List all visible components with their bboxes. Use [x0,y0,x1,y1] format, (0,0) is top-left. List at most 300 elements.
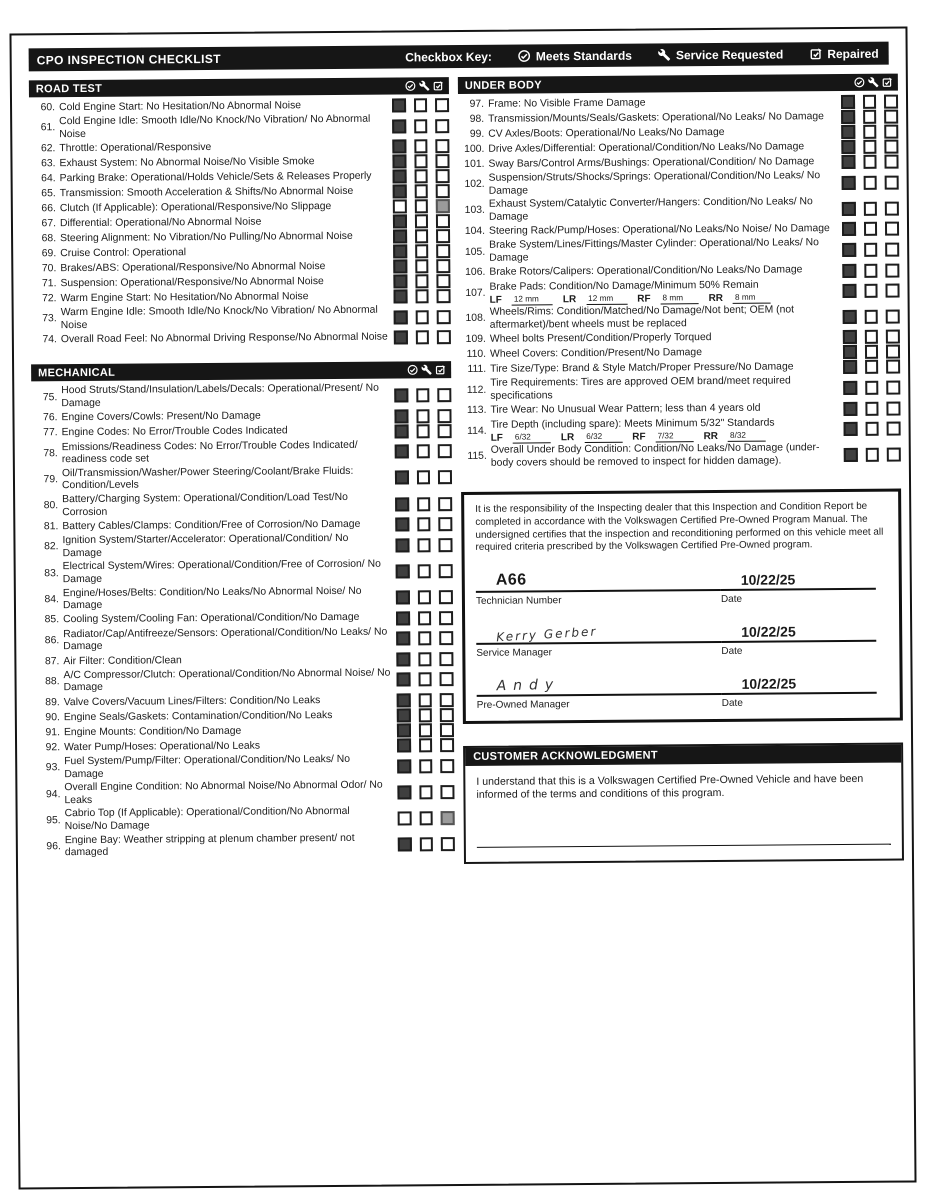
item-number: 93. [45,762,61,774]
checkbox-repaired [887,380,901,394]
check-circle-icon [407,365,418,376]
item-number: 72. [42,293,57,305]
item-number: 63. [41,158,56,170]
checkbox-service-requested [416,424,430,438]
checklist-item [459,196,899,225]
checklist-item [33,558,453,586]
item-number: 111. [467,363,487,376]
item-text: Tire Depth (including spare): Meets Minimum 5/32" Standards [490,417,775,431]
checkbox-repaired [435,119,449,133]
date-value: 10/22/25 [741,675,797,692]
item-checkboxes [398,811,455,825]
item-text: Throttle: Operational/Responsive [59,141,212,155]
checklist-item [35,806,455,834]
item-text: Transmission: Smooth Acceleration & Shifts/No Abnormal Noise [59,185,354,200]
checkbox-service-requested [414,139,428,153]
item-number: 66. [41,203,56,215]
signature-row [476,616,888,658]
item-text: Brakes/ABS: Operational/Responsive/No Abnormal Noise [60,260,326,275]
checklist-item [33,667,453,695]
checkbox-repaired [440,652,454,666]
item-checkboxes [395,517,452,531]
item-number: 96. [46,841,61,853]
item-checkboxes [392,98,449,112]
checkbox-meets-standards [842,263,856,277]
item-checkboxes [842,283,899,297]
item-checkboxes [842,175,899,189]
item-text: Exhaust System/Catalytic Converter/Hangers: Condition/No Leaks/ No Damage [488,196,813,223]
signature-line [476,670,721,697]
checkbox-service-requested [863,202,877,216]
checkbox-meets-standards [395,445,409,459]
checkbox-repaired [437,310,451,324]
checkbox-repaired [885,155,899,169]
item-number: 65. [41,188,56,200]
checkbox-repaired [885,201,899,215]
item-number: 85. [44,614,60,626]
checkbox-repaired [439,538,453,552]
item-text: Valve Covers/Vacuum Lines/Filters: Condition/No Leaks [63,694,321,708]
certification-box [461,489,903,724]
item-number: 79. [43,474,59,486]
measurement-label: RR [708,293,724,305]
checkbox-service-requested [414,184,428,198]
checkbox-service-requested [417,471,431,485]
mechanical-items [31,378,455,869]
item-number: 90. [45,711,60,724]
item-checkboxes [392,154,449,168]
checkbox-repaired [441,759,455,773]
item-checkboxes [841,110,898,124]
item-text: Overall Road Feel: No Abnormal Driving Response/No Abnormal Noise [60,331,388,346]
checkbox-repaired [437,274,451,288]
item-number: 78. [43,448,58,460]
item-checkboxes [842,263,899,277]
item-number: 80. [43,500,59,512]
customer-acknowledgment-box [463,742,904,863]
checkbox-service-requested [864,330,878,344]
item-number: 109. [465,333,486,346]
item-text: Engine Codes: No Error/Trouble Codes Indicated [61,425,288,439]
measurement-label: RF [632,431,646,443]
checkbox-repaired [435,98,449,112]
checkbox-service-requested [419,811,433,825]
checkbox-service-requested [419,785,433,799]
measurement-value: 6/32 [513,432,551,443]
item-number: 102. [464,179,485,191]
acknowledgment-body [465,762,902,861]
item-number: 67. [41,218,57,230]
item-number: 83. [44,567,59,579]
item-checkboxes [396,564,453,578]
checkbox-service-requested [865,345,879,359]
scanned-page [9,26,916,1189]
checkbox-meets-standards [393,215,407,229]
item-text: Wheel Covers: Condition/Present/No Damage [489,347,702,360]
checkbox-repaired [438,497,452,511]
checkbox-service-requested [414,154,428,168]
repaired-icon [433,80,444,91]
checkbox-repaired [438,424,452,438]
item-checkboxes [397,785,454,799]
item-number: 76. [42,412,58,424]
checkbox-repaired [440,673,454,687]
item-text: Water Pump/Hoses: Operational/No Leaks [64,740,261,753]
item-number: 82. [44,541,59,553]
checkbox-service-requested [414,119,428,133]
checkbox-service-requested [418,708,432,722]
item-text: Drive Axles/Differential: Operational/Condition/No Leaks/No Damage [488,141,805,155]
checkbox-meets-standards [397,738,411,752]
item-checkboxes [395,538,452,552]
item-number: 115. [467,451,487,463]
checklist-item [31,382,451,410]
item-number: 60. [40,101,56,114]
checkbox-service-requested [863,155,877,169]
item-text: Electrical System/Wires: Operational/Condition/Free of Corrosion/ No Damage [62,558,381,586]
checkbox-repaired [886,360,900,374]
checkbox-meets-standards [392,119,406,133]
item-checkboxes [395,470,452,484]
item-number: 106. [465,267,486,279]
signature-line [476,566,721,593]
item-checkboxes [397,723,454,737]
key-item-meets-standards [518,48,632,63]
checklist-item [29,113,449,141]
item-text: Emissions/Readiness Codes: No Error/Trouble Codes Indicated/ readiness code set [61,439,358,466]
checkbox-meets-standards [843,345,857,359]
item-text: Differential: Operational/No Abnormal Noise [59,216,262,230]
checkbox-meets-standards [395,518,409,532]
checkbox-repaired [441,811,455,825]
checkbox-key-label: Checkbox Key: [405,49,492,64]
section-title: CUSTOMER ACKNOWLEDGMENT [473,749,658,763]
checkbox-repaired [439,590,453,604]
checkbox-repaired [437,330,451,344]
item-text: Steering Rack/Pump/Hoses: Operational/No Leaks/No Noise/ No Damage [488,223,830,237]
measurement-label: LF [490,432,503,444]
item-text: Fuel System/Pump/Filter: Operational/Condition/No Leaks/ No Damage [64,753,351,780]
item-text: Warm Engine Idle: Smooth Idle/No Knock/No Vibration/ No Abnormal Noise [60,304,378,331]
checkbox-meets-standards [394,310,408,324]
item-text: Engine Mounts: Condition/No Damage [63,725,242,738]
measurement-label: LR [562,294,577,306]
measurement-label: LR [560,432,575,444]
item-number: 74. [42,334,57,346]
checkbox-meets-standards [841,155,855,169]
checkbox-service-requested [864,222,878,236]
checkbox-meets-standards [396,564,410,578]
checkbox-meets-standards [393,200,407,214]
checkbox-repaired [886,330,900,344]
checkbox-meets-standards [844,448,858,462]
checkbox-service-requested [414,98,428,112]
checkbox-service-requested [415,244,429,258]
checkbox-repaired [440,631,454,645]
checkbox-service-requested [415,274,429,288]
key-item-service-requested [658,47,783,62]
item-text: Exhaust System: No Abnormal Noise/No Visible Smoke [59,156,315,170]
item-checkboxes [844,421,901,435]
checkbox-repaired [440,738,454,752]
item-text: Tire Wear: No Unusual Wear Pattern; less than 4 years old [490,402,761,417]
checkbox-service-requested [863,175,877,189]
checkbox-service-requested [864,284,878,298]
checkbox-repaired [886,283,900,297]
measurement-value: 12 mm [586,294,627,305]
item-text: Cold Engine Start: No Hesitation/No Abnormal Noise [59,99,302,113]
checkbox-service-requested [864,309,878,323]
item-text: A/C Compressor/Clutch: Operational/Condition/No Abnormal Noise/ No Damage [63,667,391,694]
checkbox-service-requested [865,360,879,374]
date-label: Date [721,645,743,657]
signature-rows [476,564,889,710]
item-number: 70. [41,263,57,275]
signature-label: Technician Number [475,594,562,607]
checkbox-meets-standards [842,202,856,216]
checkbox-meets-standards [397,723,411,737]
item-checkboxes [393,289,450,303]
checklist-item [32,465,452,493]
customer-signature-line [477,843,891,847]
acknowledgment-text: I understand that this is a Volkswagen Certified Pre-Owned Vehicle and have been informed of the terms and conditions of this program. [476,772,864,802]
checkbox-repaired [885,175,899,189]
checkbox-service-requested [415,331,429,345]
wrench-icon [658,48,671,61]
checklist-item [34,779,454,807]
measurement-value: 7/32 [656,431,694,442]
checkbox-service-requested [414,169,428,183]
checkbox-meets-standards [843,310,857,324]
signature-label: Service Manager [476,646,552,659]
key-item-repaired [809,46,878,61]
item-text: Oil/Transmission/Washer/Power Steering/Coolant/Brake Fluids: Condition/Levels [61,465,354,492]
checkbox-repaired [437,289,451,303]
item-checkboxes [393,169,450,183]
signature-row [476,564,888,606]
under-body-items [458,91,901,480]
item-checkboxes [843,360,900,374]
item-checkboxes [397,708,454,722]
checkbox-meets-standards [397,785,411,799]
measurement-value: 8 mm [661,293,699,304]
checkbox-service-requested [418,673,432,687]
repaired-icon [809,47,822,60]
item-checkboxes [392,119,449,133]
item-checkboxes [393,259,450,273]
item-checkboxes [841,140,898,154]
checkbox-repaired [440,693,454,707]
checklist-item [34,753,454,781]
date-value: 10/22/25 [740,571,796,588]
checkbox-meets-standards [394,331,408,345]
checkbox-meets-standards [395,538,409,552]
checkbox-repaired [439,517,453,531]
checkbox-repaired [439,611,453,625]
checkbox-meets-standards [392,155,406,169]
checkbox-service-requested [415,310,429,324]
checkbox-meets-standards [393,170,407,184]
item-number: 84. [44,593,59,606]
item-number: 75. [42,391,58,403]
certification-paragraph: It is the responsibility of the Inspecting dealer that this Inspection and Condition Report be completed in accordance with the Volkswagen Certified Pre-Owned Program Manual. The undersigned certifies that the inspection and reconditioning performed on this vehicle meet all required criteria prescribed by the Volkswagen Certified Pre-Owned program. [475,501,884,553]
checkbox-meets-standards [841,110,855,124]
checkbox-meets-standards [841,95,855,109]
checkbox-service-requested [863,110,877,124]
date-line [721,564,876,590]
item-checkboxes [393,274,450,288]
item-text: Engine Covers/Cowls: Present/No Damage [61,410,261,424]
item-text: Cruise Control: Operational [60,247,187,260]
checkbox-repaired [885,222,899,236]
item-number: 95. [46,814,61,827]
measurement-label: RF [637,293,651,305]
road-test-items [29,94,451,357]
item-number: 94. [45,788,61,800]
check-circle-icon [405,80,416,91]
item-text: Cooling System/Cooling Fan: Operational/Condition/No Damage [63,612,360,626]
signature-line [476,618,721,645]
checkbox-repaired [436,199,450,213]
section-key-icons [407,365,446,376]
checkbox-service-requested [865,447,879,461]
checklist-item [31,330,451,347]
checkbox-service-requested [415,289,429,303]
item-checkboxes [843,330,900,344]
checkbox-repaired [441,785,455,799]
measurement-value: 8/32 [728,431,766,442]
signature-row [476,668,888,710]
item-text: Wheels/Rims: Condition/Matched/No Damage/Not bent; OEM (not aftermarket)/bent wheels must be replaced [489,304,795,331]
checkbox-repaired [441,837,455,851]
item-number: 107. [465,287,486,299]
signature-value: A66 [495,571,527,589]
key-item-label: Service Requested [675,46,784,62]
checkbox-repaired [436,154,450,168]
item-checkboxes [394,330,451,344]
checkbox-service-requested [417,517,431,531]
checklist-item [32,491,452,519]
wrench-icon [421,365,432,376]
checkbox-service-requested [414,199,428,213]
item-number: 99. [469,128,485,140]
checkbox-service-requested [418,590,432,604]
checklist-item [33,585,453,613]
checkbox-repaired [886,309,900,323]
checkbox-service-requested [419,759,433,773]
section-title: UNDER BODY [464,78,542,92]
item-checkboxes [843,345,900,359]
checkbox-repaired [886,345,900,359]
item-checkboxes [844,447,901,461]
checkbox-meets-standards [393,230,407,244]
item-checkboxes [398,837,455,851]
item-checkboxes [842,222,899,236]
item-number: 105. [464,246,486,258]
wrench-icon [419,80,430,91]
checkbox-service-requested [864,243,878,257]
checkbox-service-requested [419,723,433,737]
checkbox-service-requested [863,95,877,109]
item-checkboxes [841,155,898,169]
item-number: 81. [43,521,59,533]
checkbox-meets-standards [393,275,407,289]
checklist-item [31,304,451,332]
item-text: Engine Bay: Weather stripping at plenum chamber present/ not damaged [64,832,355,859]
checkbox-meets-standards [398,838,412,852]
item-checkboxes [393,184,450,198]
item-checkboxes [397,693,454,707]
checkbox-service-requested [415,259,429,273]
item-number: 88. [45,676,60,688]
checkbox-meets-standards [396,652,410,666]
checkbox-repaired [437,259,451,273]
checkbox-service-requested [418,652,432,666]
checkbox-meets-standards [392,140,406,154]
right-column [458,74,904,864]
section-key-icons [854,77,893,88]
item-number: 68. [41,233,57,245]
item-text: Brake Pads: Condition/No Damage/Minimum 50% Remain [489,279,759,293]
item-text: Parking Brake: Operational/Holds Vehicle/Sets & Releases Properly [59,170,372,185]
item-checkboxes [396,611,453,625]
item-checkboxes [394,409,451,423]
checkbox-service-requested [417,538,431,552]
item-checkboxes [843,309,900,323]
item-text: Sway Bars/Control Arms/Bushings: Operational/Condition/ No Damage [488,155,815,170]
checkbox-repaired [885,140,899,154]
item-number: 112. [466,384,487,396]
checkbox-service-requested [416,388,430,402]
item-checkboxes [396,590,453,604]
item-checkboxes [842,201,899,215]
checkbox-meets-standards [842,222,856,236]
item-checkboxes [393,214,450,228]
item-text: Wheel bolts Present/Condition/Properly Torqued [489,332,712,345]
checkbox-meets-standards [843,401,857,415]
checkbox-meets-standards [397,759,411,773]
date-line [721,616,876,642]
checklist-item [32,532,452,560]
checkbox-meets-standards [395,497,409,511]
item-checkboxes [392,139,449,153]
item-text: Tire Size/Type: Brand & Style Match/Proper Pressure/No Damage [490,361,794,375]
checkbox-service-requested [418,632,432,646]
checkbox-meets-standards [842,284,856,298]
item-text: Overall Engine Condition: No Abnormal Noise/No Abnormal Odor/ No Leaks [64,779,383,806]
section-title: ROAD TEST [35,82,103,95]
item-number: 89. [45,696,60,709]
checkbox-meets-standards [842,243,856,257]
key-item-label: Repaired [827,46,879,61]
item-text: Clutch (If Applicable): Operational/Responsive/No Slippage [59,200,332,215]
checkbox-repaired [887,421,901,435]
item-text: CV Axles/Boots: Operational/No Leaks/No Damage [488,126,725,140]
checkbox-repaired [884,95,898,109]
checkbox-repaired [887,447,901,461]
checkbox-meets-standards [394,388,408,402]
checkbox-service-requested [418,693,432,707]
checkbox-repaired [436,244,450,258]
item-checkboxes [396,631,453,645]
checkbox-meets-standards [397,693,411,707]
item-number: 114. [467,425,487,437]
item-number: 73. [42,313,57,325]
measurement-value: 8 mm [733,293,771,304]
checkbox-service-requested [864,263,878,277]
item-number: 103. [464,205,485,217]
checkbox-meets-standards [843,381,857,395]
